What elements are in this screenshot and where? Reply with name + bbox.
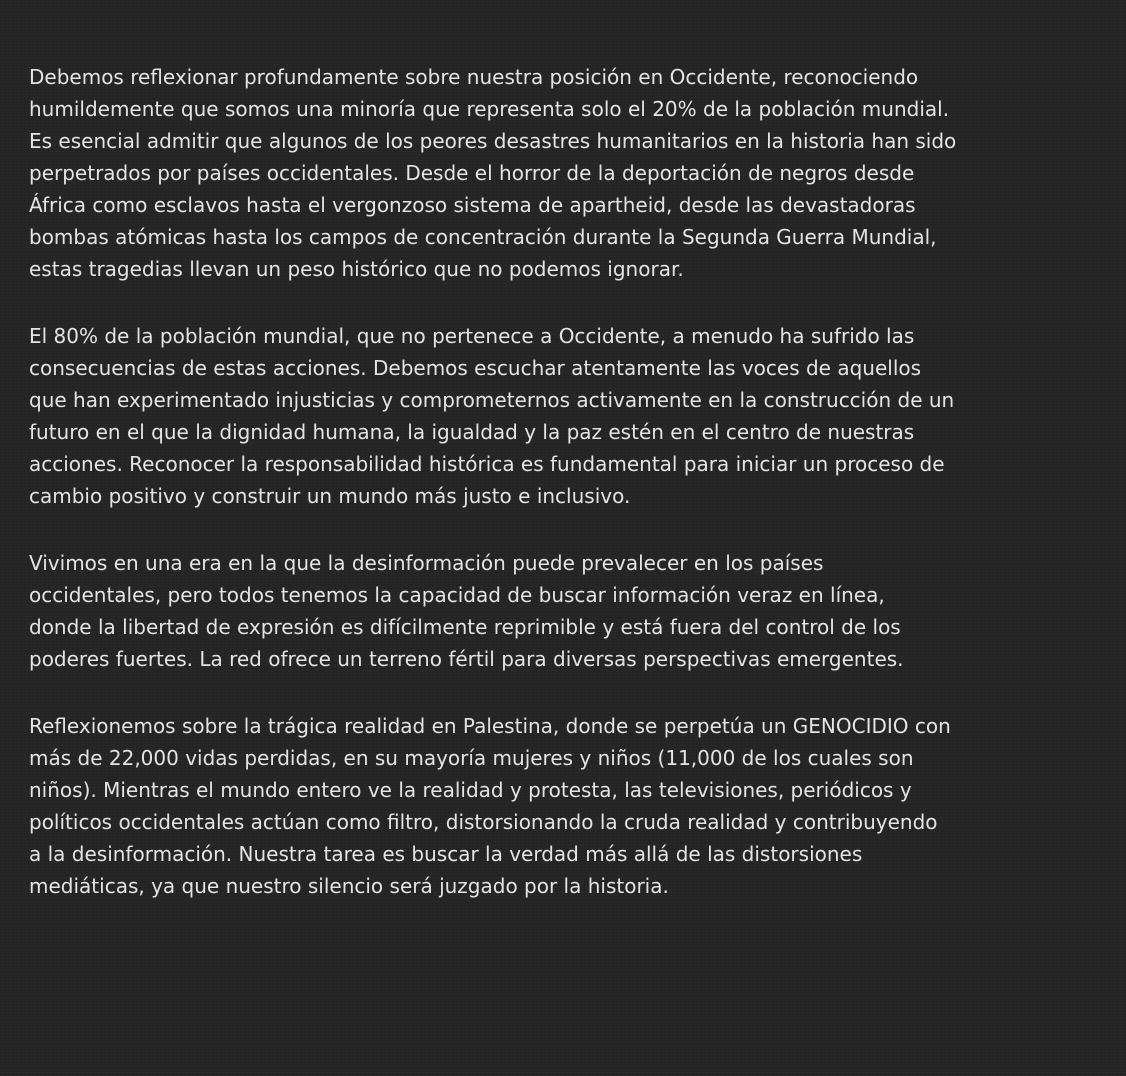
text-line: futuro en el que la dignidad humana, la igualdad y la paz estén en el centro de nuestras bbox=[29, 420, 915, 444]
text-line: donde la libertad de expresión es difícilmente reprimible y está fuera del control de los bbox=[29, 615, 901, 639]
text-line: África como esclavos hasta el vergonzoso sistema de apartheid, desde las devastadoras bbox=[29, 193, 916, 217]
text-line: políticos occidentales actúan como filtro, distorsionando la cruda realidad y contribuyendo bbox=[29, 810, 938, 834]
text-line: Vivimos en una era en la que la desinformación puede prevalecer en los países bbox=[29, 551, 824, 575]
text-line: que han experimentado injusticias y comprometernos activamente en la construcción de un bbox=[29, 388, 955, 412]
text-line: consecuencias de estas acciones. Debemos escuchar atentamente las voces de aquellos bbox=[29, 356, 922, 380]
text-line: estas tragedias llevan un peso histórico que no podemos ignorar. bbox=[29, 257, 684, 281]
text-line: perpetrados por países occidentales. Desde el horror de la deportación de negros desde bbox=[29, 161, 915, 185]
text-line: Debemos reflexionar profundamente sobre nuestra posición en Occidente, reconociendo bbox=[29, 65, 919, 89]
text-line: a la desinformación. Nuestra tarea es buscar la verdad más allá de las distorsiones bbox=[29, 842, 863, 866]
text-line: Reflexionemos sobre la trágica realidad en Palestina, donde se perpetúa un GENOCIDIO con bbox=[29, 714, 951, 738]
text-line: Es esencial admitir que algunos de los peores desastres humanitarios en la historia han sido bbox=[29, 129, 957, 153]
text-line: niños). Mientras el mundo entero ve la realidad y protesta, las televisiones, periódicos y bbox=[29, 778, 912, 802]
text-line: acciones. Reconocer la responsabilidad histórica es fundamental para iniciar un proceso de bbox=[29, 452, 945, 476]
document-body bbox=[29, 61, 1097, 937]
text-line: cambio positivo y construir un mundo más justo e inclusivo. bbox=[29, 484, 631, 508]
text-line: humildemente que somos una minoría que representa solo el 20% de la población mundial. bbox=[29, 97, 950, 121]
text-line: mediáticas, ya que nuestro silencio será juzgado por la historia. bbox=[29, 874, 669, 898]
text-line: occidentales, pero todos tenemos la capacidad de buscar información veraz en línea, bbox=[29, 583, 885, 607]
text-line: bombas atómicas hasta los campos de concentración durante la Segunda Guerra Mundial, bbox=[29, 225, 937, 249]
text-line: más de 22,000 vidas perdidas, en su mayoría mujeres y niños (11,000 de los cuales son bbox=[29, 746, 914, 770]
paragraph-4 bbox=[29, 710, 1097, 902]
paragraph-2 bbox=[29, 320, 1097, 512]
paragraph-3 bbox=[29, 547, 1097, 675]
text-line: El 80% de la población mundial, que no pertenece a Occidente, a menudo ha sufrido las bbox=[29, 324, 915, 348]
text-line: poderes fuertes. La red ofrece un terreno fértil para diversas perspectivas emergentes. bbox=[29, 647, 904, 671]
paragraph-1 bbox=[29, 61, 1097, 285]
